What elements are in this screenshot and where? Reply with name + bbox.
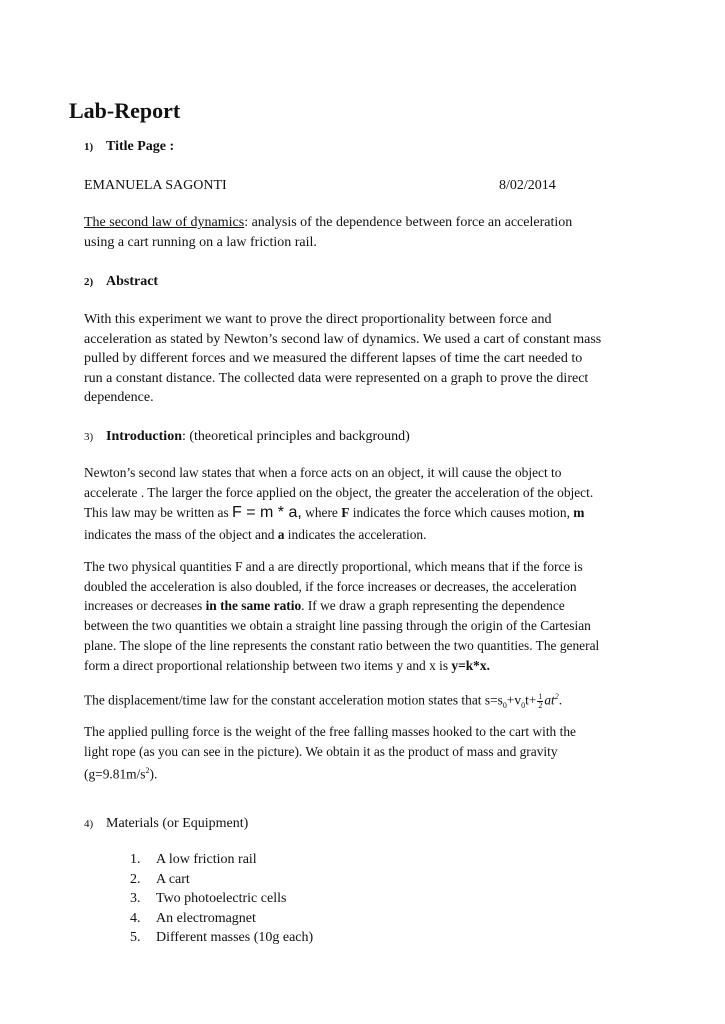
paragraph-line bbox=[84, 656, 599, 676]
superscript: 2 bbox=[145, 766, 150, 776]
fraction-one-half bbox=[537, 693, 543, 710]
paragraph-text: . bbox=[558, 692, 563, 708]
intro-line-1: Newton’s second law states that when a force acts on an object, it will cause the object to bbox=[84, 465, 562, 480]
paragraph-text: form a direct proportional relationship between two items y and x is bbox=[84, 657, 452, 673]
section-4-title: Materials (or Equipment) bbox=[106, 816, 249, 831]
section-1-title: Title Page : bbox=[106, 139, 175, 154]
paragraph-text: increases or decreases bbox=[84, 598, 206, 614]
proportionality-paragraph bbox=[84, 557, 599, 675]
list-text: An electromagnet bbox=[156, 910, 256, 926]
list-number: 3. bbox=[130, 891, 141, 906]
intro-text: indicates the force which causes motion, bbox=[349, 505, 574, 520]
paragraph-text: The displacement/time law for the constant acceleration motion states that s=s bbox=[84, 692, 503, 708]
report-date: 8/02/2014 bbox=[499, 178, 556, 193]
abstract-line: dependence. bbox=[84, 390, 154, 405]
list-number: 2. bbox=[130, 871, 141, 887]
section-3-subtitle: : (theoretical principles and background) bbox=[181, 429, 410, 444]
subscript: 0 bbox=[502, 701, 507, 711]
section-2-title: Abstract bbox=[106, 274, 159, 289]
fraction-numerator: 1 bbox=[538, 691, 543, 701]
section-1-heading bbox=[84, 137, 174, 155]
pulling-force-paragraph bbox=[84, 722, 576, 785]
paragraph-line: The applied pulling force is the weight of the free falling masses hooked to the cart with the bbox=[84, 724, 576, 739]
paragraph-line bbox=[84, 761, 576, 784]
subject-line-2: using a cart running on a law friction rail. bbox=[84, 235, 317, 250]
intro-text: indicates the acceleration. bbox=[284, 527, 427, 542]
abstract-line: pulled by different forces and we measured the different lapses of time the cart needed to bbox=[84, 351, 583, 366]
section-4-heading bbox=[84, 814, 248, 832]
list-item bbox=[130, 909, 313, 929]
list-number: 4. bbox=[130, 910, 141, 926]
list-item bbox=[130, 870, 313, 890]
intro-line-3 bbox=[84, 503, 584, 523]
paragraph-text: ). bbox=[149, 766, 158, 782]
paragraph-italic: at bbox=[544, 692, 555, 708]
section-2-number: 2) bbox=[84, 276, 94, 288]
list-text: A low friction rail bbox=[156, 852, 257, 867]
intro-text: indicates the mass of the object and bbox=[84, 527, 278, 542]
list-item bbox=[130, 850, 313, 870]
list-item bbox=[130, 889, 313, 909]
paragraph-line: plane. The slope of the line represents the constant ratio between the two quantities. The general bbox=[84, 637, 600, 653]
paragraph-bold: y=k*x. bbox=[451, 657, 490, 673]
subject-line-1 bbox=[84, 213, 572, 233]
abstract-line: With this experiment we want to prove the direct proportionality between force and bbox=[84, 312, 552, 327]
paragraph-line: The two physical quantities F and a are directly proportional, which means that if the force is bbox=[84, 559, 583, 574]
newton-formula: F = m * a, bbox=[232, 504, 302, 521]
paragraph-line bbox=[84, 596, 599, 616]
section-3-title: Introduction bbox=[106, 429, 182, 444]
list-number: 1. bbox=[130, 852, 141, 867]
abstract-line: acceleration as stated by Newton’s second law of dynamics. We used a cart of constant mass bbox=[84, 331, 602, 347]
paragraph-line: doubled the acceleration is also doubled, if the force increases or decreases, the acceleration bbox=[84, 578, 577, 594]
section-4-number: 4) bbox=[84, 818, 94, 830]
section-3-number: 3) bbox=[84, 431, 94, 443]
paragraph-bold: in the same ratio bbox=[205, 598, 302, 614]
document-title: Lab-Report bbox=[69, 98, 181, 123]
list-number: 5. bbox=[130, 930, 141, 945]
abstract-paragraph bbox=[84, 310, 601, 408]
paragraph-text: (g=9.81m/s bbox=[84, 766, 146, 782]
list-text: A cart bbox=[156, 871, 190, 887]
list-item bbox=[130, 928, 313, 948]
subscript: 0 bbox=[521, 701, 526, 711]
section-2-heading bbox=[84, 272, 158, 290]
intro-bold-f: F bbox=[341, 505, 350, 520]
paragraph-line: between the two quantities we obtain a straight line passing through the origin of the Cartesian bbox=[84, 618, 591, 634]
intro-bold-a: a bbox=[277, 527, 285, 542]
abstract-line: run a constant distance. The collected data were represented on a graph to prove the direct bbox=[84, 370, 589, 386]
materials-list bbox=[130, 850, 313, 948]
section-3-heading bbox=[84, 427, 410, 445]
list-text: Different masses (10g each) bbox=[156, 930, 314, 945]
displacement-law-line bbox=[84, 687, 562, 716]
intro-text: This law may be written as bbox=[84, 505, 229, 520]
intro-bold-m: m bbox=[573, 505, 585, 520]
paragraph-line: light rope (as you can see in the picture). We obtain it as the product of mass and gravity bbox=[84, 743, 558, 759]
subject-title: The second law of dynamics bbox=[84, 215, 245, 230]
paragraph-text: . If we draw a graph representing the dependence bbox=[301, 598, 565, 614]
fraction-denominator: 2 bbox=[538, 700, 543, 710]
list-text: Two photoelectric cells bbox=[156, 891, 287, 906]
section-1-number: 1) bbox=[84, 141, 94, 153]
intro-line-4 bbox=[84, 525, 426, 545]
intro-text: where bbox=[301, 505, 342, 520]
subject-rest: : analysis of the dependence between force an acceleration bbox=[244, 215, 573, 230]
superscript: 2 bbox=[554, 692, 559, 701]
paragraph-text: +v bbox=[506, 692, 522, 708]
paragraph-text: t+ bbox=[525, 692, 537, 708]
intro-line-2: accelerate . The larger the force applied on the object, the greater the acceleration of the object. bbox=[84, 485, 594, 500]
author-name: EMANUELA SAGONTI bbox=[84, 178, 227, 193]
